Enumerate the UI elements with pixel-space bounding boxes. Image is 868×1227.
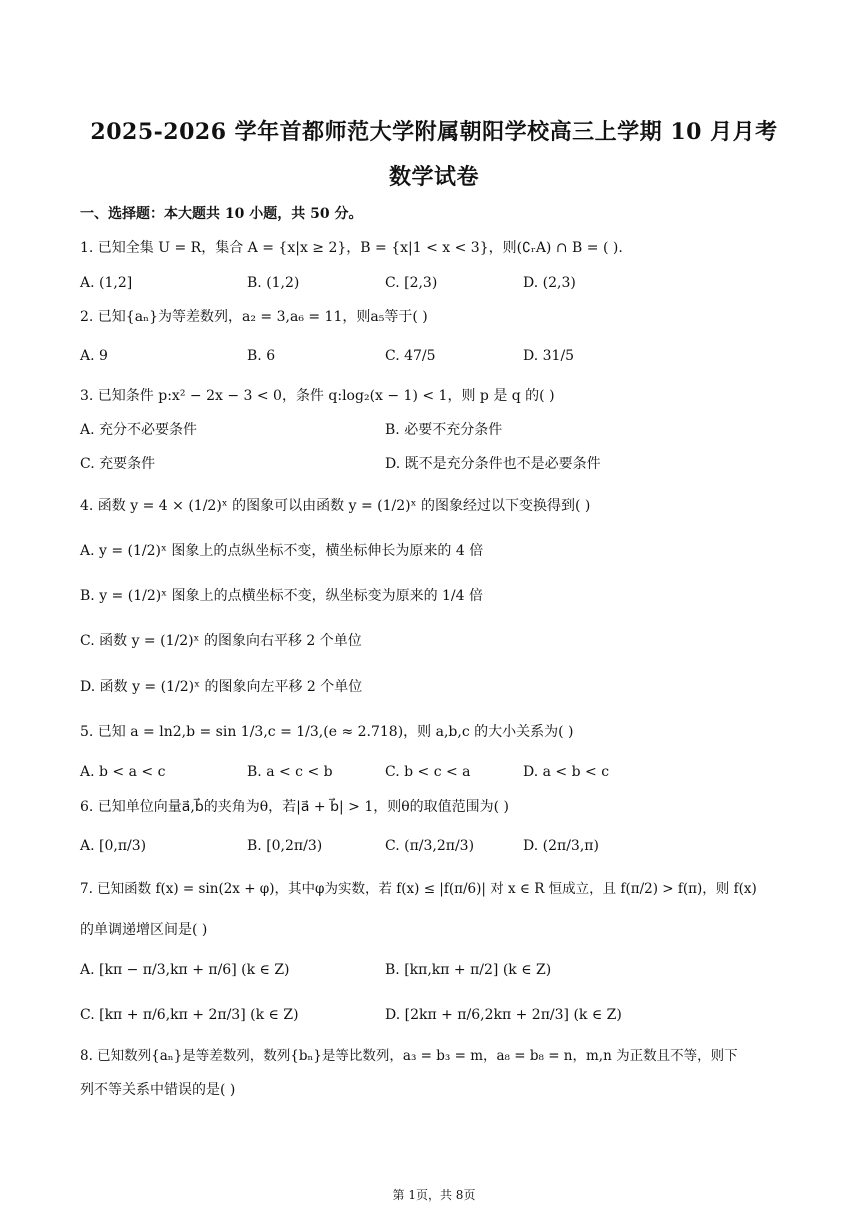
title-line-1: 2025-2026 学年首都师范大学附属朝阳学校高三上学期 10 月月考 [90, 119, 778, 145]
q2-option-c: C. 47/5 [385, 348, 436, 364]
q2-option-d: D. 31/5 [523, 348, 575, 364]
q4-stem: 4. 函数 y = 4 × (1/2)ˣ 的图象可以由函数 y = (1/2)ˣ 的图象经过以下变换得到( ) [80, 498, 591, 514]
page-footer: 第 1页，共 8页 [392, 1188, 476, 1202]
q4-option-d: D. 函数 y = (1/2)ˣ 的图象向左平移 2 个单位 [80, 679, 363, 695]
title-line-2: 数学试卷 [388, 164, 479, 190]
q3-option-c: C. 充要条件 [80, 456, 156, 472]
q6-option-d: D. (2π/3,π) [523, 838, 599, 854]
q4-option-a: A. y = (1/2)ˣ 图象上的点纵坐标不变，横坐标伸长为原来的 4 倍 [80, 543, 484, 559]
q5-option-a: A. b < a < c [80, 764, 166, 780]
q5-option-d: D. a < b < c [523, 764, 610, 780]
q7-option-d: D. [2kπ + π/6,2kπ + 2π/3] (k ∈ Z) [385, 1007, 622, 1023]
q7-option-c: C. [kπ + π/6,kπ + 2π/3] (k ∈ Z) [80, 1007, 299, 1023]
q4-option-c: C. 函数 y = (1/2)ˣ 的图象向右平移 2 个单位 [80, 633, 362, 649]
q2-stem: 2. 已知{aₙ}为等差数列，a₂ = 3,a₆ = 11，则a₅等于( ) [80, 309, 428, 325]
q1-option-c: C. [2,3) [385, 275, 438, 291]
q8-stem-line-2: 列不等关系中错误的是( ) [80, 1082, 236, 1098]
q7-stem-line-1: 7. 已知函数 f(x) = sin(2x + φ)，其中φ为实数，若 f(x) ≤ |f(π/6)| 对 x ∈ R 恒成立，且 f(π/2) > f(π)，则 f(x) [80, 881, 757, 897]
q2-option-b: B. 6 [247, 348, 276, 364]
q4-option-b: B. y = (1/2)ˣ 图象上的点横坐标不变，纵坐标变为原来的 1/4 倍 [80, 588, 483, 604]
q6-option-b: B. [0,2π/3) [247, 838, 323, 854]
q3-option-a: A. 充分不必要条件 [80, 422, 198, 438]
q5-option-c: C. b < c < a [385, 764, 471, 780]
q7-stem-line-2: 的单调递增区间是( ) [80, 922, 208, 938]
q3-option-d: D. 既不是充分条件也不是必要条件 [385, 456, 601, 472]
q6-option-a: A. [0,π/3) [80, 838, 147, 854]
q1-option-b: B. (1,2) [247, 275, 300, 291]
q6-stem: 6. 已知单位向量a⃗,b⃗的夹角为θ，若|a⃗ + b⃗| > 1，则θ的取值范围为( ) [80, 799, 510, 815]
q1-stem: 1. 已知全集 U = R，集合 A = {x|x ≥ 2}，B = {x|1 < x < 3}，则(∁ᵣA) ∩ B = ( ). [80, 240, 623, 256]
section-heading: 一、选择题：本大题共 10 小题，共 50 分。 [80, 206, 363, 222]
q3-stem: 3. 已知条件 p:x² − 2x − 3 < 0，条件 q:log₂(x − 1) < 1，则 p 是 q 的( ) [80, 388, 555, 404]
q8-stem-line-1: 8. 已知数列{aₙ}是等差数列，数列{bₙ}是等比数列，a₃ = b₃ = m，a₈ = b₈ = n，m,n 为正数且不等，则下 [80, 1048, 738, 1064]
q5-option-b: B. a < c < b [247, 764, 333, 780]
q3-option-b: B. 必要不充分条件 [385, 422, 503, 438]
q7-option-a: A. [kπ − π/3,kπ + π/6] (k ∈ Z) [80, 962, 290, 978]
q7-option-b: B. [kπ,kπ + π/2] (k ∈ Z) [385, 962, 552, 978]
q6-option-c: C. (π/3,2π/3) [385, 838, 475, 854]
q5-stem: 5. 已知 a = ln2,b = sin 1/3,c = 1/3,(e ≈ 2.718)，则 a,b,c 的大小关系为( ) [80, 724, 574, 740]
q1-option-a: A. (1,2] [80, 275, 133, 291]
q2-option-a: A. 9 [80, 348, 108, 364]
q1-option-d: D. (2,3) [523, 275, 576, 291]
